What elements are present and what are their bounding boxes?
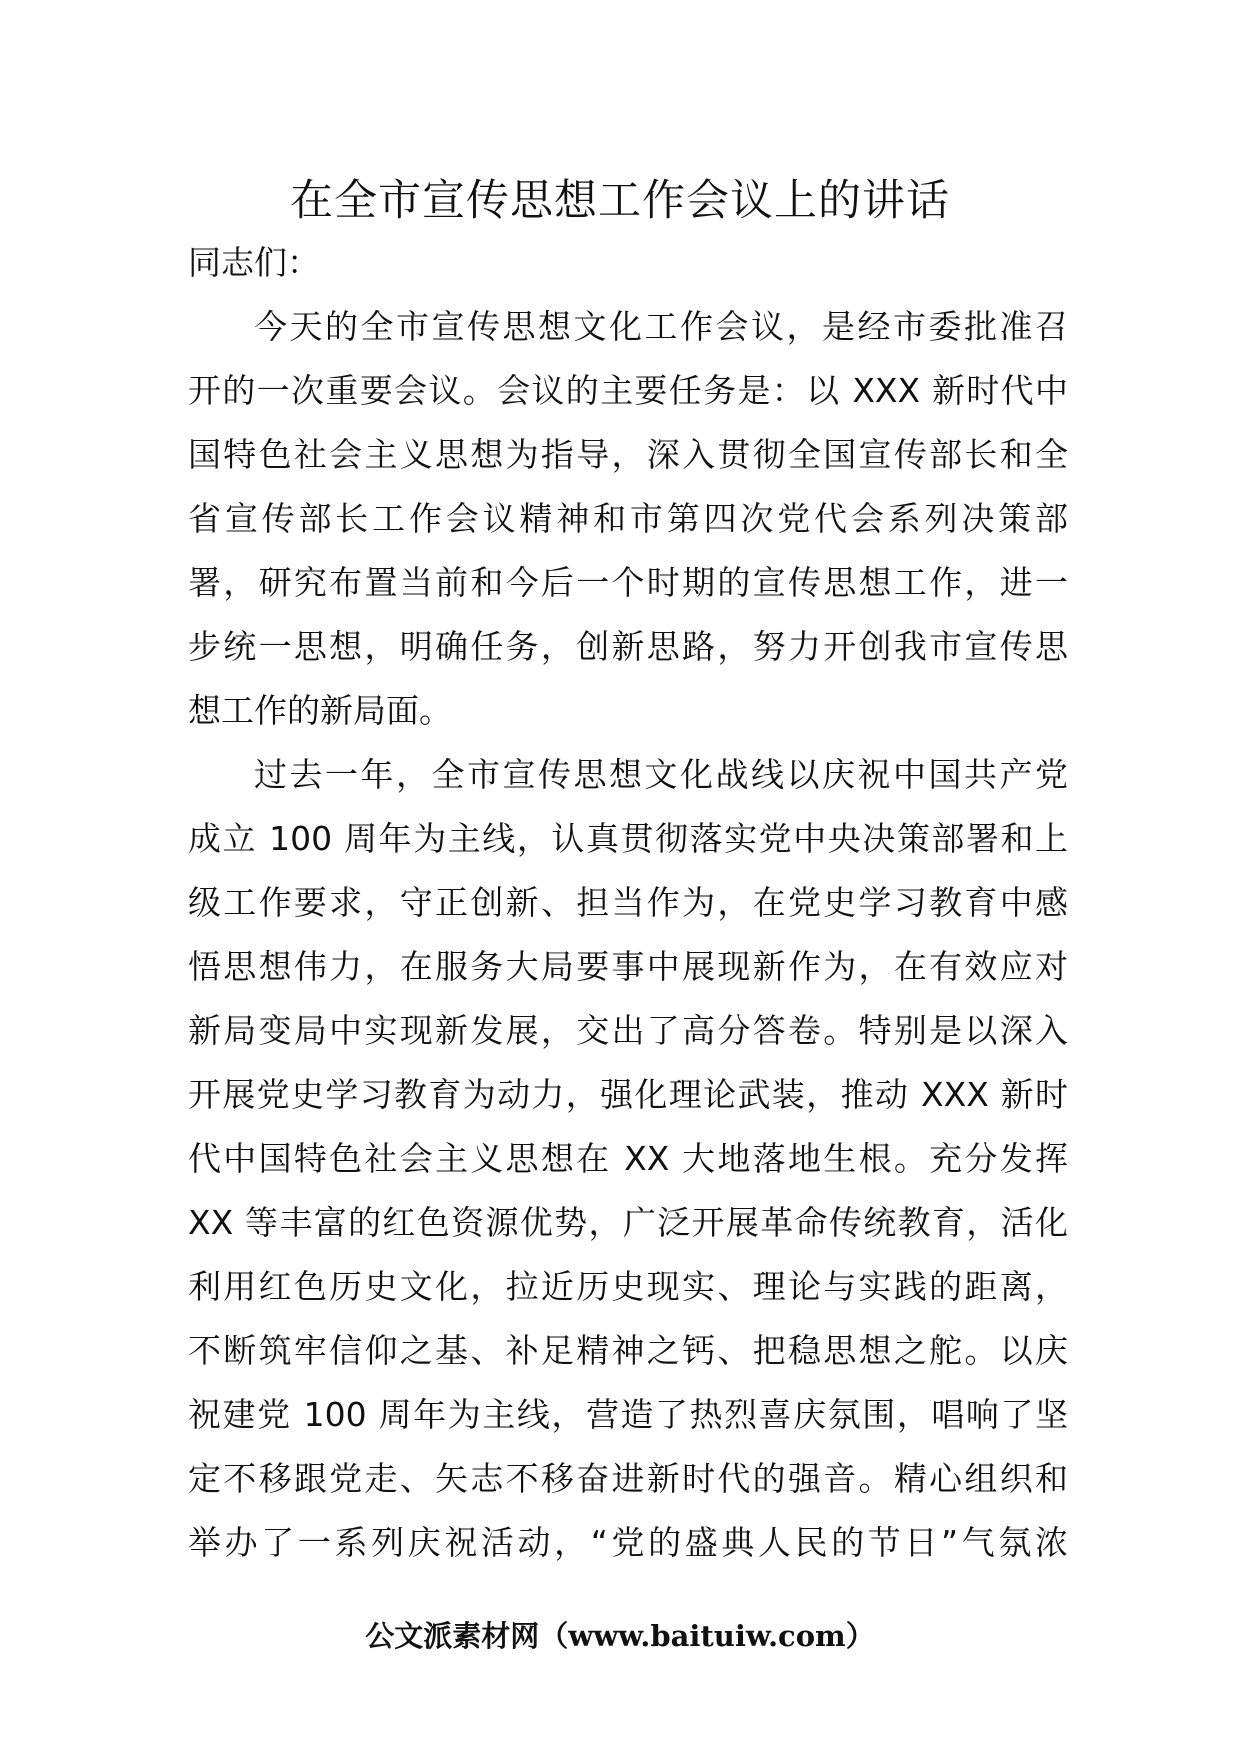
footer-watermark: 公文派素材网（www.baituiw.com） <box>365 1619 875 1653</box>
paragraph-line: 祝建党 100 周年为主线，营造了热烈喜庆氛围，唱响了坚 <box>188 1395 1068 1434</box>
paragraph-line: 开的一次重要会议。会议的主要任务是：以 XXX 新时代中 <box>188 371 1068 410</box>
paragraph-line: 新局变局中实现新发展，交出了高分答卷。特别是以深入 <box>188 1011 1068 1050</box>
paragraph-line: 省宣传部长工作会议精神和市第四次党代会系列决策部 <box>188 499 1068 538</box>
paragraph-line: 利用红色历史文化，拉近历史现实、理论与实践的距离， <box>188 1267 1068 1306</box>
paragraph-line: 国特色社会主义思想为指导，深入贯彻全国宣传部长和全 <box>188 435 1068 474</box>
paragraph-line: 署，研究布置当前和今后一个时期的宣传思想工作，进一 <box>188 563 1068 602</box>
paragraph-line: 举办了一系列庆祝活动，“党的盛典人民的节日”气氛浓 <box>188 1523 1068 1562</box>
document-body <box>188 231 1068 1575</box>
paragraph-line: 级工作要求，守正创新、担当作为，在党史学习教育中感 <box>188 883 1068 922</box>
paragraph-line: 不断筑牢信仰之基、补足精神之钙、把稳思想之舵。以庆 <box>188 1331 1068 1370</box>
paragraph-line: 过去一年，全市宣传思想文化战线以庆祝中国共产党 <box>254 755 1068 794</box>
paragraph-line: 开展党史学习教育为动力，强化理论武装，推动 XXX 新时 <box>188 1075 1068 1114</box>
paragraph-line: 代中国特色社会主义思想在 XX 大地落地生根。充分发挥 <box>188 1139 1068 1178</box>
paragraph-line: 步统一思想，明确任务，创新思路，努力开创我市宣传思 <box>188 627 1068 666</box>
page-title: 在全市宣传思想工作会议上的讲话 <box>290 176 950 226</box>
paragraph-1 <box>188 295 1068 743</box>
paragraph-line: XX 等丰富的红色资源优势，广泛开展革命传统教育，活化 <box>188 1203 1068 1242</box>
paragraph-line: 今天的全市宣传思想文化工作会议，是经市委批准召 <box>254 307 1068 346</box>
paragraph-2 <box>188 743 1068 1575</box>
paragraph-line: 成立 100 周年为主线，认真贯彻落实党中央决策部署和上 <box>188 819 1068 858</box>
paragraph-line: 悟思想伟力，在服务大局要事中展现新作为，在有效应对 <box>188 947 1068 986</box>
paragraph-line: 想工作的新局面。 <box>188 691 452 730</box>
salutation: 同志们： <box>188 243 320 282</box>
paragraph-line: 定不移跟党走、矢志不移奋进新时代的强音。精心组织和 <box>188 1459 1068 1498</box>
